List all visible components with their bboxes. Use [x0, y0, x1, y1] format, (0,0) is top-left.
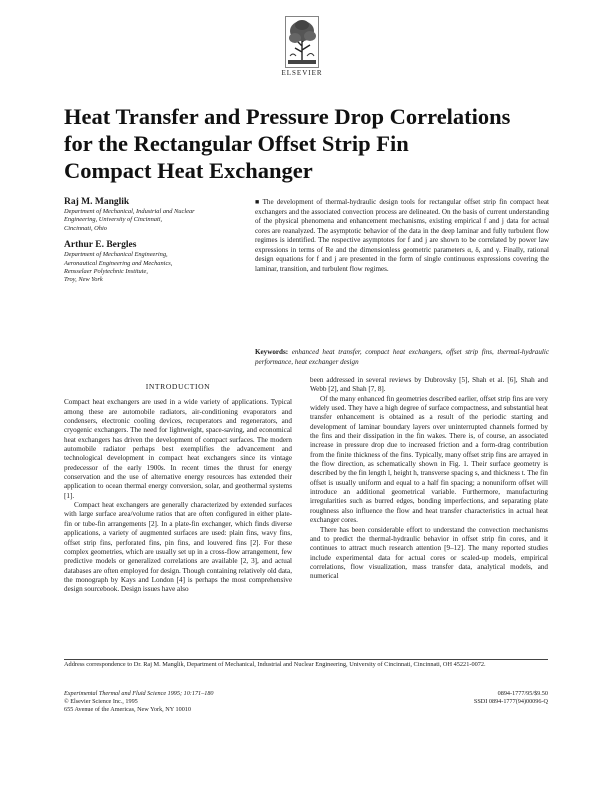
body-paragraph: Of the many enhanced fin geometries described earlier, offset strip fins are very widely used. They have a high degree of surface compactness, and substantial heat transfer enhancement is obtained as a result of the periodic starting and development of laminar boundary layers over uninterrupted channels formed by the fins and their dissipation in the fin wakes. There is, of course, an associated increase in pressure drop due to increased friction and a form-drag contribution from the finite thickness of the fins. Typically, many offset strip fins are arrayed in the flow direction, as schematically shown in Fig. 1. Their surface geometry is described by the fin length l, height h, transverse spacing s, and thickness t. The fin offset is usually uniform and equal to a half fin spacing; a nonuniform offset will introduce an additional geometrical variable. Furthermore, manufacturing irregularities such as burred edges, bonding imperfections, and separating plate roughness also influence the flow and heat transfer characteristics in actual heat exchanger cores. — [310, 394, 548, 525]
publisher-logo — [280, 16, 324, 82]
journal-citation: Experimental Thermal and Fluid Science 1995; 10:171–180 — [64, 690, 214, 697]
author-name: Arthur E. Bergles — [64, 240, 137, 251]
body-column-left — [64, 377, 292, 595]
author-name: Raj M. Manglik — [64, 197, 130, 207]
abstract — [255, 198, 549, 274]
paper-title — [64, 103, 564, 184]
publisher-name: ELSEVIER — [281, 69, 323, 77]
affiliation-line: Department of Mechanical Engineering, — [64, 251, 168, 259]
publisher-address: 655 Avenue of the Americas, New York, NY 10010 — [64, 705, 191, 713]
author-affiliation — [64, 208, 224, 233]
correspondence-note: Address correspondence to Dr. Raj M. Manglik, Department of Mechanical, Industrial and Nuclear Engineering, University of Cincinnati, Cincinnati, OH 45221-0072. — [64, 661, 486, 668]
keywords-text: enhanced heat transfer, compact heat exchangers, offset strip fins, thermal-hydraulic performance, heat exchanger design — [255, 348, 549, 366]
copyright-line: © Elsevier Science Inc., 1995 — [64, 697, 138, 705]
issn-line: 0894-1777/95/$9.50 — [497, 690, 548, 697]
footnote-divider — [64, 659, 548, 660]
abstract-text: The development of thermal-hydraulic design tools for rectangular offset strip fin compact heat exchangers and the associated convection process are delineated. On the basis of current understanding of the physical phenomena and enhancement mechanisms, existing empirical f and j data for actual cores are reanalyzed. The asymptotic behavior of the data in the deep laminar and fully turbulent flow regimes is identified. The respective asymptotes for f and j are shown to be correlated by power law expressions in terms of Re and the dimensionless geometric parameters α, δ, and γ. Finally, rational design equations for f and j are presented in the form of single continuous expressions covering the laminar, transition, and turbulent flow regimes. — [255, 198, 549, 273]
affiliation-line: Rensselaer Polytechnic Institute, — [64, 268, 148, 276]
body-column-right — [310, 376, 548, 582]
section-heading: INTRODUCTION — [145, 382, 211, 391]
journal-footer — [64, 690, 314, 713]
ssdi-line: SSDI 0894-1777(94)00096-Q — [473, 697, 548, 705]
affiliation-line: Engineering, University of Cincinnati, — [64, 216, 163, 224]
affiliation-line: Troy, New York — [64, 276, 103, 284]
body-paragraph: There has been considerable effort to understand the convection mechanisms and to predict the thermal-hydraulic behavior in offset strip fin cores, and it continues to attract much research attention [9–12]. The many reported studies include experimental data for actual cores or scaled-up models, empirical correlations, flow visualization, mass transfer data, analytical models, and numerical — [310, 525, 548, 581]
affiliation-line: Aeronautical Engineering and Mechanics, — [64, 259, 173, 267]
title-line: Heat Transfer and Pressure Drop Correlations — [64, 104, 511, 129]
keywords-label: Keywords: — [255, 348, 289, 356]
body-paragraph: Compact heat exchangers are generally characterized by extended surfaces with large surface area/volume ratios that are often configured in either plate-fin or tube-fin arrangements [2]. In a plate-fin exchanger, which finds diverse applications, a variety of augmented surfaces are used: plain fins, wavy fins, offset strip fins, perforated fins, pin fins, and louvered fins [2]. For these complex geometries, which are usually set up in a cross-flow arrangement, few predictive models or generalized correlations are available [2, 3], and actual databases are often employed for design. Though containing relatively old data, the monograph by Kays and London [4] is perhaps the most comprehensive design sourcebook. Design issues have also — [64, 501, 292, 594]
author-affiliation — [64, 251, 224, 285]
abstract-marker-icon: ■ — [255, 198, 261, 206]
body-paragraph: been addressed in several reviews by Dubrovsky [5], Shah et al. [6], Shah and Webb [2], and Shah [7, 8]. — [310, 376, 548, 394]
affiliation-line: Department of Mechanical, Industrial and Nuclear — [64, 208, 195, 215]
affiliation-line: Cincinnati, Ohio — [64, 224, 107, 232]
issn-footer — [448, 690, 548, 706]
body-paragraph: Compact heat exchangers are used in a wide variety of applications. Typical among these are automobile radiators, air-conditioning evaporators and condensers, electronic cooling devices, recuperators and regenerators, and cryogenic exchangers. The need for lightweight, space-saving, and economical heat exchangers has driven the development of compact surfaces. The modern automobile radiator perhaps best exemplifies the advancement and technological development in compact heat exchangers since its vintage predecessor of the early 1900s. In recent times the thrust for energy conservation and the use of alternative energy resources has extended their application to ocean thermal energy conversion, solar, and geothermal systems [1]. — [64, 398, 292, 500]
author-block — [64, 196, 224, 285]
title-line: for the Rectangular Offset Strip Fin — [64, 131, 409, 156]
elsevier-tree-icon — [285, 16, 319, 68]
keywords — [255, 348, 549, 367]
title-line: Compact Heat Exchanger — [64, 158, 313, 183]
